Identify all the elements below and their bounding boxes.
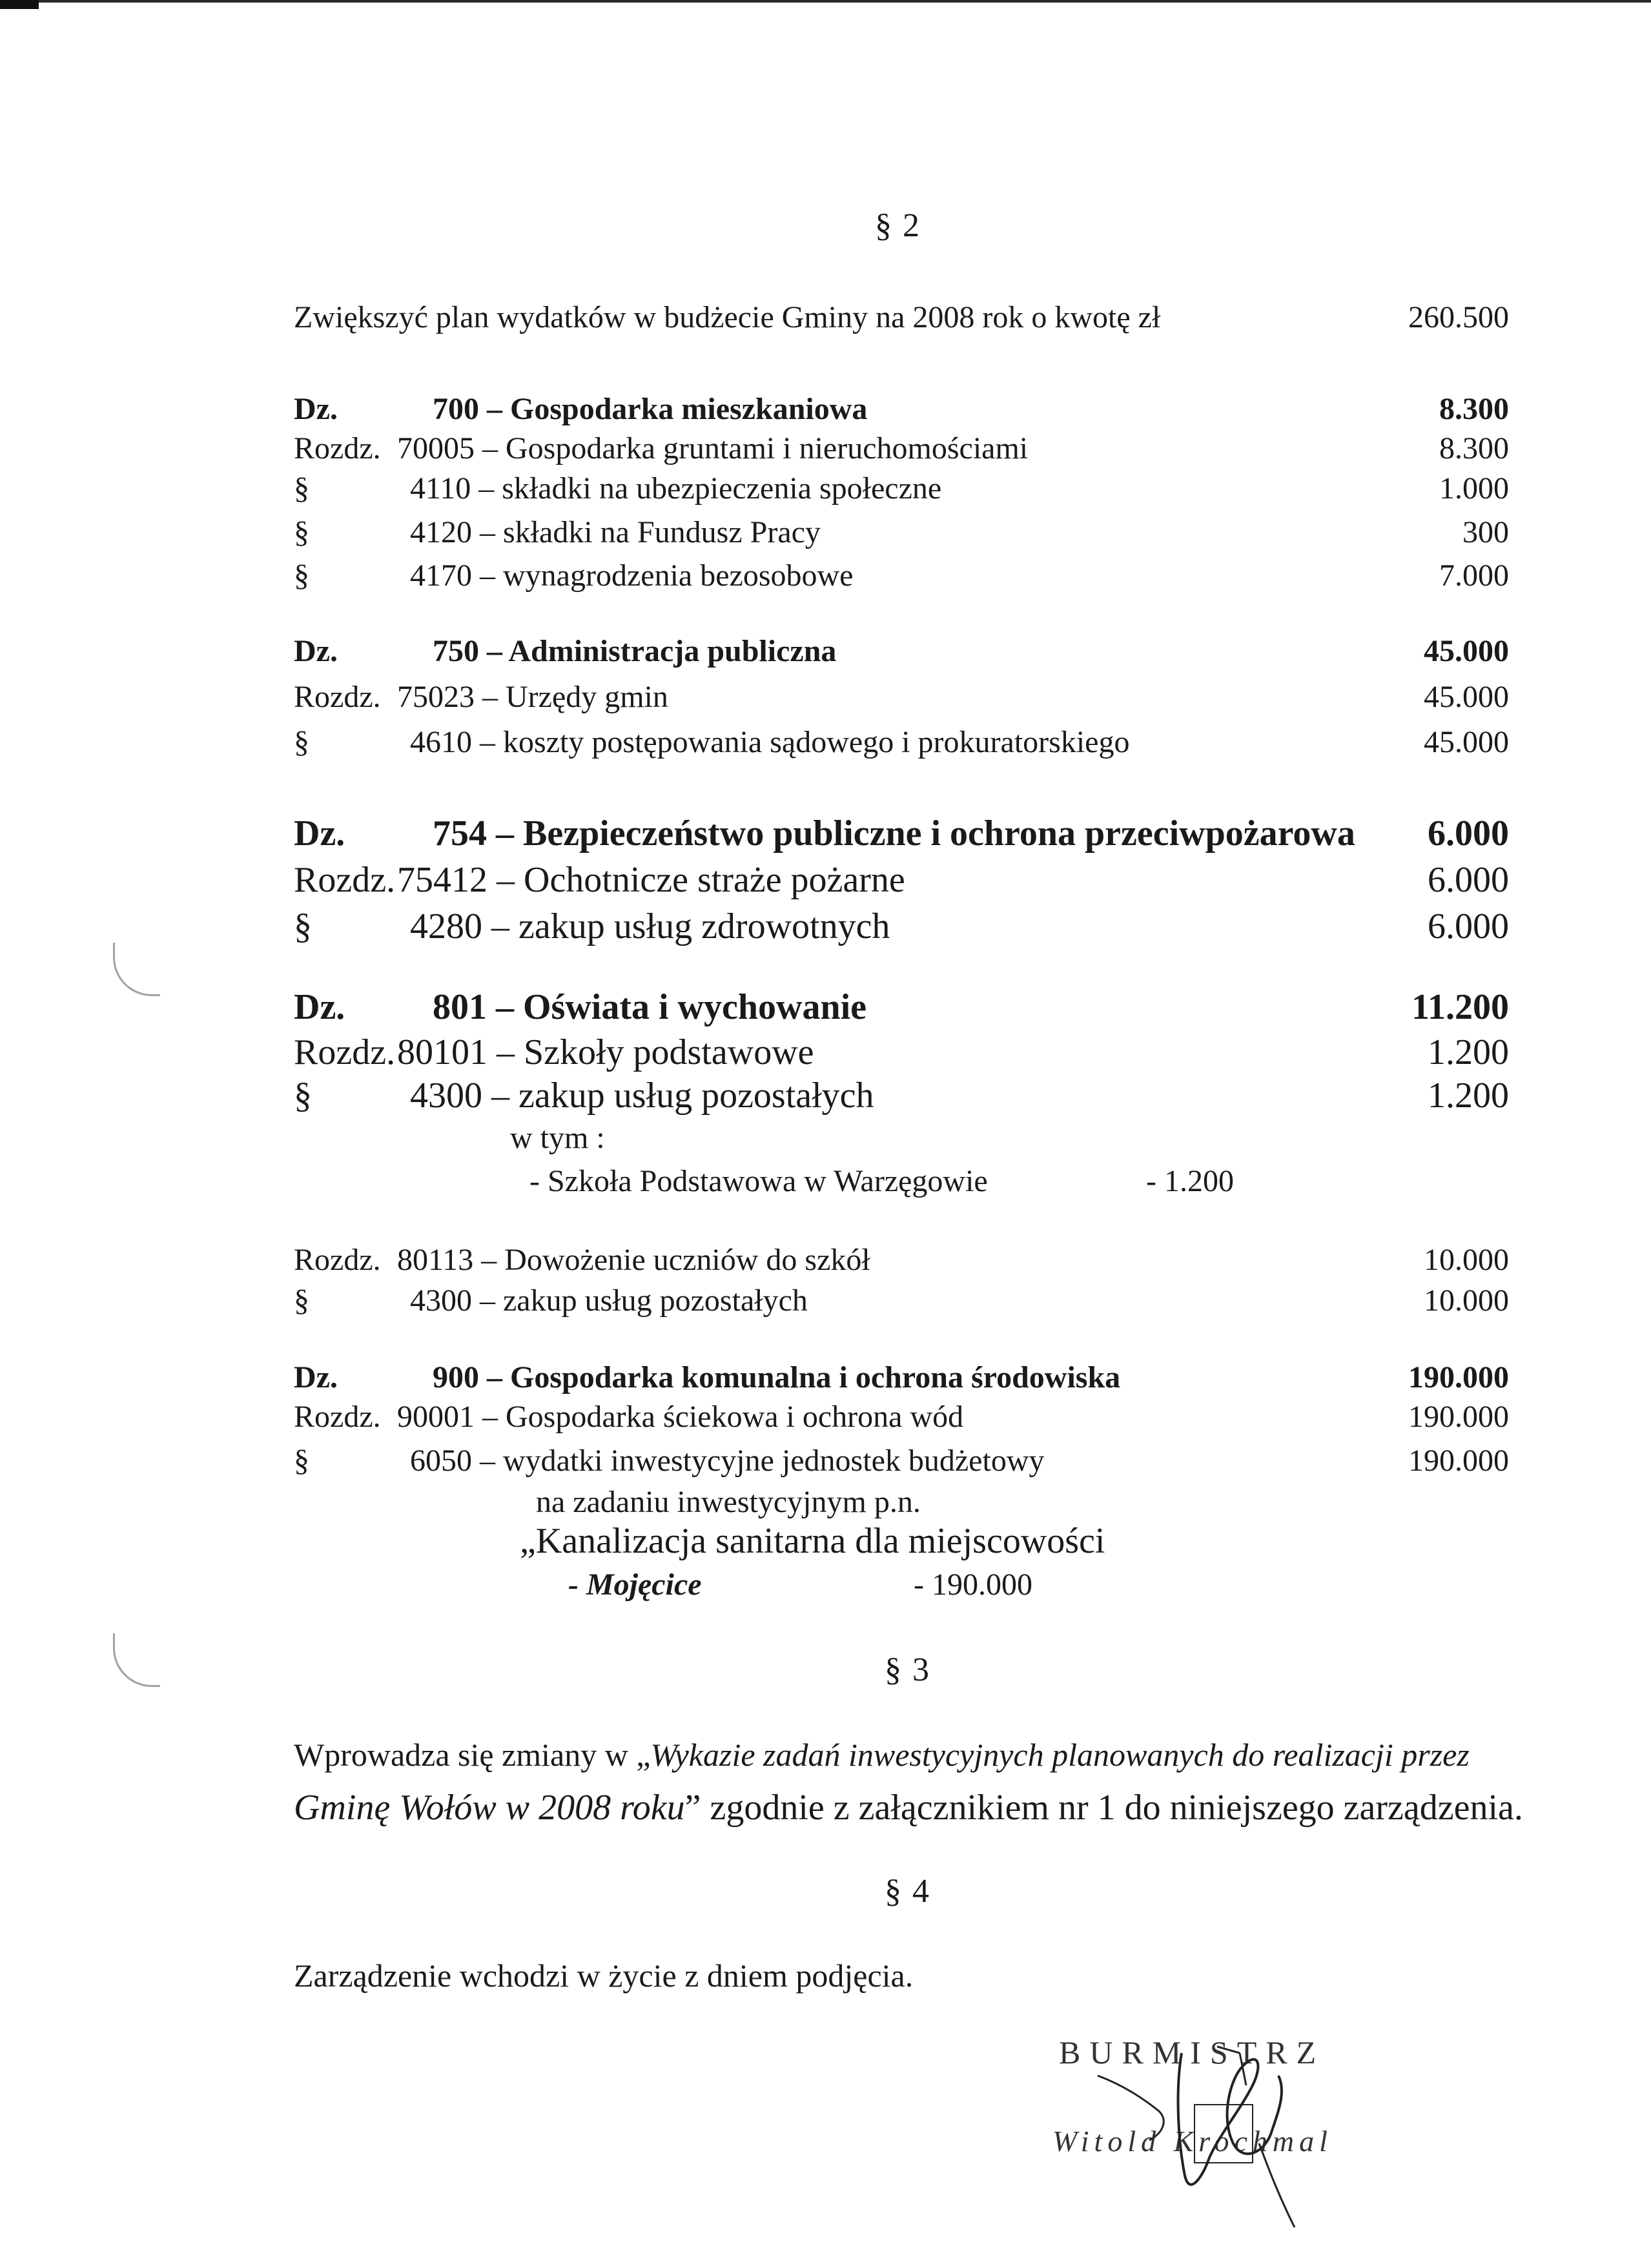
section-3-heading: § 3 <box>885 1651 930 1688</box>
dz-label: Dz. <box>294 634 338 668</box>
section-4-heading: § 4 <box>885 1873 930 1910</box>
punch-hole-mark <box>113 1633 160 1687</box>
paragraph-symbol: § <box>294 906 312 946</box>
item-6050: 6050 – wydatki inwestycyjne jednostek budżetowy <box>410 1444 1045 1478</box>
rozdz-label: Rozdz. <box>294 680 381 714</box>
dz-900-title: 900 – Gospodarka komunalna i ochrona środowiska <box>433 1360 1121 1395</box>
intro-amount: 260.500 <box>1408 300 1509 334</box>
dz-750-amount: 45.000 <box>1424 634 1509 668</box>
rozdz-90001-amount: 190.000 <box>1408 1400 1509 1434</box>
rozdz-label: Rozdz. <box>294 1032 396 1072</box>
dz-label: Dz. <box>294 1360 338 1395</box>
rozdz-75412-amount: 6.000 <box>1428 860 1509 900</box>
dz-700-title: 700 – Gospodarka mieszkaniowa <box>433 392 868 426</box>
item-4610: 4610 – koszty postępowania sądowego i prokuratorskiego <box>410 725 1130 759</box>
handwritten-signature <box>1046 2014 1408 2247</box>
sub-item-school: - Szkoła Podstawowa w Warzęgowie <box>529 1164 988 1198</box>
dz-label: Dz. <box>294 813 345 853</box>
rozdz-75412: 75412 – Ochotnicze straże pożarne <box>397 860 905 900</box>
section-2-heading: § 2 <box>875 207 921 244</box>
paragraph-symbol: § <box>294 725 309 759</box>
dz-801-amount: 11.200 <box>1411 987 1509 1027</box>
paragraph-symbol: § <box>294 515 309 549</box>
item-4300-b-amount: 10.000 <box>1424 1283 1509 1318</box>
section-4-text: Zarządzenie wchodzi w życie z dniem podjęcia. <box>294 1957 914 1994</box>
rozdz-label: Rozdz. <box>294 1400 381 1434</box>
dz-700-amount: 8.300 <box>1439 392 1509 426</box>
rozdz-70005-amount: 8.300 <box>1439 431 1509 465</box>
section-3-text-a: Wprowadza się zmiany w „ <box>294 1737 651 1773</box>
rozdz-label: Rozdz. <box>294 1243 381 1277</box>
punch-hole-mark <box>113 943 160 996</box>
item-4300-b: 4300 – zakup usług pozostałych <box>410 1283 808 1318</box>
item-4170: 4170 – wynagrodzenia bezosobowe <box>410 558 854 593</box>
item-4280-amount: 6.000 <box>1428 906 1509 946</box>
rozdz-80113: 80113 – Dowożenie uczniów do szkół <box>397 1243 870 1277</box>
section-3-line-1 <box>294 1735 1470 1774</box>
paragraph-symbol: § <box>294 471 309 506</box>
w-tym-label: w tym : <box>510 1121 605 1155</box>
item-6050-location-amount: - 190.000 <box>914 1568 1032 1602</box>
rozdz-75023: 75023 – Urzędy gmin <box>397 680 668 714</box>
paragraph-symbol: § <box>294 1076 312 1116</box>
section-3-text-b: Wykazie zadań inwestycyjnych planowanych do realizacji przez <box>650 1737 1470 1773</box>
dz-750-title: 750 – Administracja publiczna <box>433 634 837 668</box>
stamp-name: Witold Krochmal <box>1052 2125 1333 2158</box>
item-4110: 4110 – składki na ubezpieczenia społeczne <box>410 471 942 506</box>
rozdz-label: Rozdz. <box>294 860 396 900</box>
item-4610-amount: 45.000 <box>1424 725 1509 759</box>
item-4120-amount: 300 <box>1462 515 1509 549</box>
section-3-text-d: ” zgodnie z załącznikiem nr 1 do niniejszego zarządzenia. <box>684 1788 1523 1828</box>
item-4300: 4300 – zakup usług pozostałych <box>410 1076 874 1116</box>
dz-754-title: 754 – Bezpieczeństwo publiczne i ochrona przeciwpożarowa <box>433 813 1355 853</box>
item-4280: 4280 – zakup usług zdrowotnych <box>410 906 890 946</box>
rozdz-label: Rozdz. <box>294 431 381 465</box>
rozdz-80101: 80101 – Szkoły podstawowe <box>397 1032 814 1072</box>
rozdz-80101-amount: 1.200 <box>1428 1032 1509 1072</box>
dz-754-amount: 6.000 <box>1428 813 1509 853</box>
paragraph-symbol: § <box>294 558 309 593</box>
item-4170-amount: 7.000 <box>1439 558 1509 593</box>
item-4110-amount: 1.000 <box>1439 471 1509 506</box>
section-3-line-2 <box>294 1788 1523 1827</box>
item-4120: 4120 – składki na Fundusz Pracy <box>410 515 821 549</box>
stamp-title: BURMISTRZ <box>1059 2034 1326 2070</box>
section-3-text-c: Gminę Wołów w 2008 roku <box>294 1788 685 1828</box>
dz-900-amount: 190.000 <box>1408 1360 1509 1395</box>
dz-label: Dz. <box>294 987 345 1027</box>
sub-item-school-amount: - 1.200 <box>1146 1164 1234 1198</box>
scan-edge-line <box>0 0 1651 3</box>
rozdz-75023-amount: 45.000 <box>1424 680 1509 714</box>
item-4300-amount: 1.200 <box>1428 1076 1509 1116</box>
item-6050-amount: 190.000 <box>1408 1444 1509 1478</box>
rozdz-80113-amount: 10.000 <box>1424 1243 1509 1277</box>
rozdz-90001: 90001 – Gospodarka ściekowa i ochrona wód <box>397 1400 964 1434</box>
item-6050-line2: na zadaniu inwestycyjnym p.n. <box>536 1485 921 1519</box>
rozdz-70005: 70005 – Gospodarka gruntami i nieruchomościami <box>397 431 1029 465</box>
signature-stamp <box>1046 2014 1408 2247</box>
item-6050-line3: „Kanalizacja sanitarna dla miejscowości <box>520 1521 1105 1561</box>
item-6050-location: - Mojęcice <box>568 1568 702 1602</box>
paragraph-symbol: § <box>294 1283 309 1318</box>
dz-label: Dz. <box>294 392 338 426</box>
intro-text: Zwiększyć plan wydatków w budżecie Gminy na 2008 rok o kwotę zł <box>294 300 1161 334</box>
dz-801-title: 801 – Oświata i wychowanie <box>433 987 867 1027</box>
paragraph-symbol: § <box>294 1444 309 1478</box>
scan-corner-mark <box>0 0 39 9</box>
